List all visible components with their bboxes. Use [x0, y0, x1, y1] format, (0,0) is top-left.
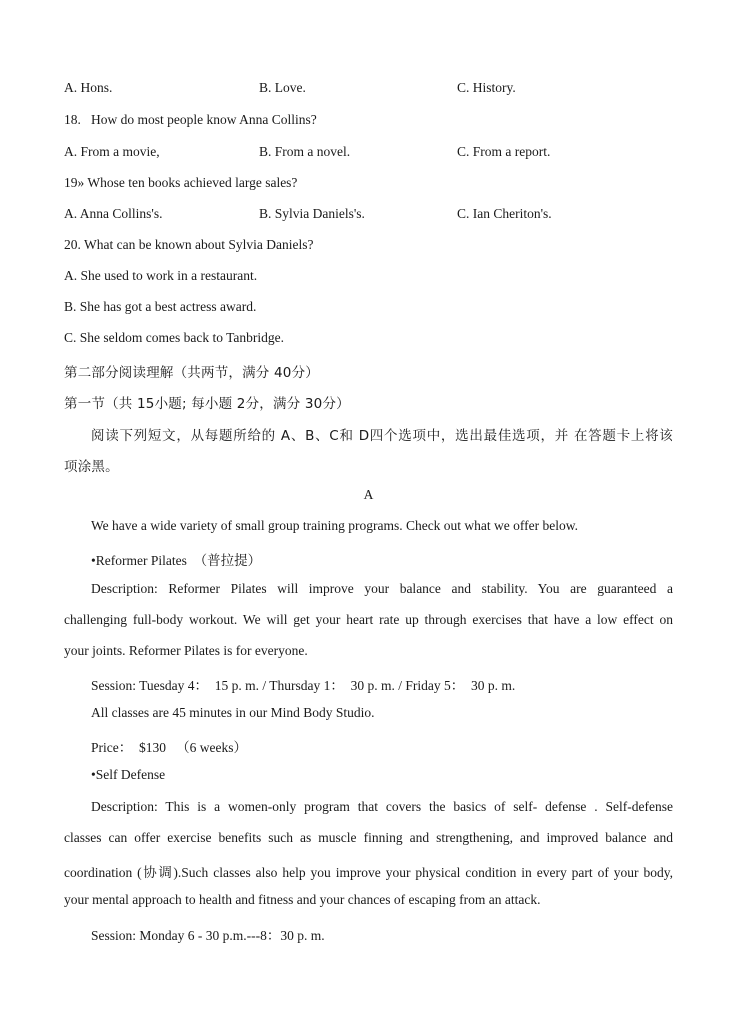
reformer-desc-line-1: Description: Reformer Pilates will improve your balance and stability. You are guaranteed a	[91, 581, 673, 596]
section-heading: 第二部分阅读理解（共两节，满分 40分）	[64, 365, 319, 381]
q18-option-b: B. From a novel.	[259, 144, 351, 159]
q17-option-a: A. Hons.	[64, 80, 113, 95]
q19-option-a: A. Anna Collins's.	[64, 206, 163, 221]
reformer-session: Session: Tuesday 4： 15 p. m. / Thursday 1： 30 p. m. / Friday 5： 30 p. m.	[91, 678, 516, 693]
instruction-line-1: 阅读下列短文，从每题所给的 A、B、C和 D四个选项中，选出最佳选项，并 在答题卡上将该	[91, 428, 673, 444]
reformer-classes: All classes are 45 minutes in our Mind Body Studio.	[91, 705, 375, 720]
selfdefense-desc-line-1: Description: This is a women-only program that covers the basics of self- defense . Self-defense	[91, 799, 673, 814]
q18-option-c: C. From a report.	[457, 144, 551, 159]
selfdefense-desc-line-3: coordination (协调).Such classes also help you improve your physical condition in every part of your body,	[64, 865, 673, 880]
selfdefense-desc-line-2: classes can offer exercise benefits such as muscle finning and strengthening, and improved balance and	[64, 830, 673, 845]
passage-intro: We have a wide variety of small group training programs. Check out what we offer below.	[91, 518, 579, 533]
passage-label: A	[363, 487, 374, 502]
q20-option-c: C. She seldom comes back to Tanbridge.	[64, 330, 285, 345]
q19-option-b: B. Sylvia Daniels's.	[259, 206, 365, 221]
q20-question: 20. What can be known about Sylvia Daniels?	[64, 237, 314, 252]
q17-option-c: C. History.	[457, 80, 516, 95]
reformer-desc-line-3: your joints. Reformer Pilates is for everyone.	[64, 643, 308, 658]
q17-option-b: B. Love.	[259, 80, 306, 95]
q18-option-a: A. From a movie,	[64, 144, 160, 159]
reformer-title: •Reformer Pilates （普拉提）	[91, 553, 262, 568]
q19-question: 19» Whose ten books achieved large sales?	[64, 175, 298, 190]
reformer-price: Price： $130 （6 weeks）	[91, 740, 247, 755]
selfdefense-title: •Self Defense	[91, 767, 166, 782]
instruction-line-2: 项涂黑。	[64, 459, 119, 475]
q18-question: 18. How do most people know Anna Collins?	[64, 112, 317, 127]
reformer-desc-line-2: challenging full-body workout. We will get your heart rate up through exercises that have a low effect on	[64, 612, 673, 627]
selfdefense-session: Session: Monday 6 - 30 p.m.---8：30 p. m.	[91, 928, 325, 943]
q19-option-c: C. Ian Cheriton's.	[457, 206, 552, 221]
q20-option-a: A. She used to work in a restaurant.	[64, 268, 258, 283]
selfdefense-desc-line-4: your mental approach to health and fitness and your chances of escaping from an attack.	[64, 892, 541, 907]
section-subheading: 第一节（共 15小题; 每小题 2分，满分 30分）	[64, 396, 350, 412]
q20-option-b: B. She has got a best actress award.	[64, 299, 257, 314]
